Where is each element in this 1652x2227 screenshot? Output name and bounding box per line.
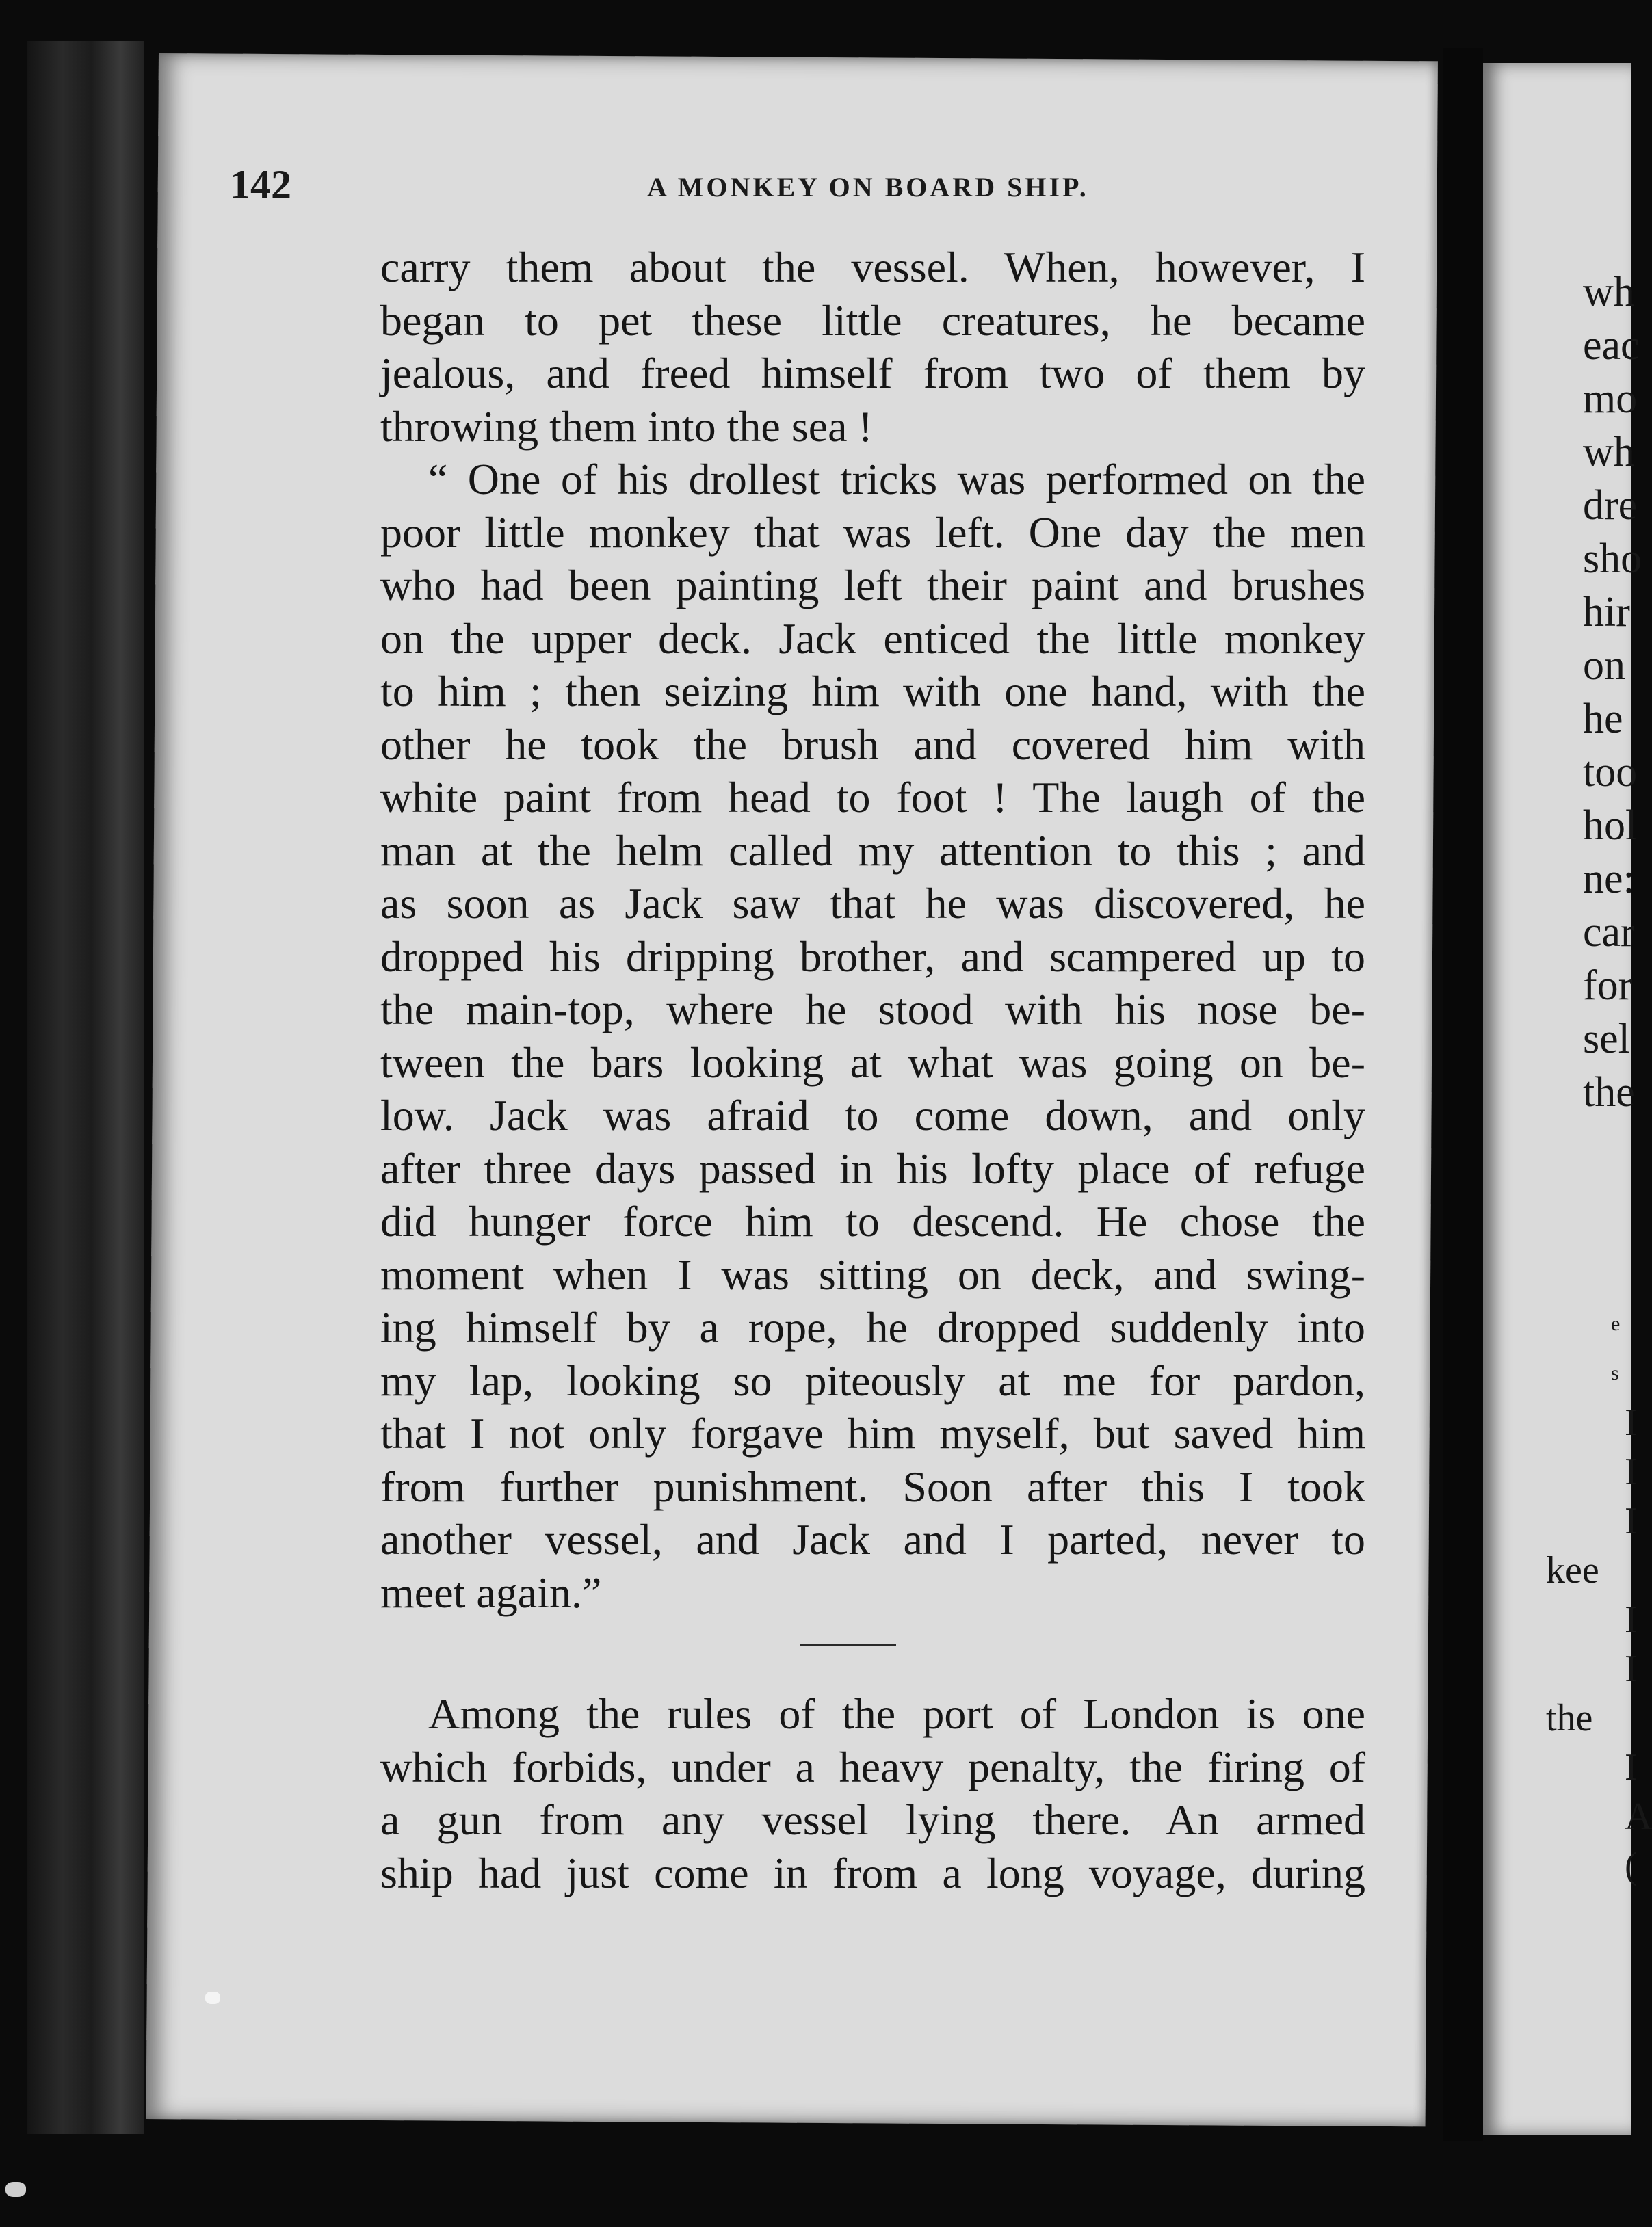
text-line: dropped his dripping brother, and scampered up to [380,932,1365,981]
facing-fragment: I [1625,1746,1638,1789]
text-line: after three days passed in his lofty place of refuge [380,1144,1365,1193]
text-line: to him ; then seizing him with one hand, with the [380,667,1365,715]
section-divider [800,1644,896,1646]
text-line: another vessel, and Jack and I parted, never to [380,1515,1365,1564]
text-line: who had been painting left their paint and brushes [380,561,1365,609]
facing-fragment: mo [1583,375,1638,422]
facing-fragment: the [1546,1697,1593,1739]
facing-fragment: car [1583,909,1635,956]
page-number: 142 [230,162,291,207]
facing-fragment: ne: [1583,856,1635,902]
text-line: man at the helm called my attention to this ; and [380,826,1365,875]
paper-speck [5,2182,26,2197]
facing-fragment: for [1583,962,1633,1009]
facing-page-text-top [1583,265,1642,1119]
facing-fragment: sel [1583,1016,1630,1062]
text-line: low. Jack was afraid to come down, and only [380,1091,1365,1139]
text-line: white paint from head to foot ! The laugh of the [380,773,1365,821]
text-line: my lap, looking so piteously at me for pardon, [380,1356,1365,1405]
text-line: tween the bars looking at what was going on be- [380,1038,1365,1087]
text-line: from further punishment. Soon after this I took [380,1462,1365,1511]
running-title: A MONKEY ON BOARD SHIP. [647,172,1089,202]
text-line: jealous, and freed himself from two of them by [380,349,1365,397]
book-spine-edge [27,41,144,2134]
paper-speck [205,1992,220,2004]
facing-fragment: eac [1583,322,1640,369]
text-line: as soon as Jack saw that he was discovered, he [380,879,1365,927]
facing-fragment: I [1625,1500,1638,1542]
facing-fragment: e [1611,1313,1621,1335]
text-line: the main-top, where he stood with his nose be- [380,985,1365,1033]
running-head [230,161,1365,216]
facing-fragment: A [1625,1795,1652,1838]
text-line: ing himself by a rope, he dropped suddenly into [380,1303,1365,1352]
facing-fragment: I [1625,1648,1638,1690]
text-line: other he took the brush and covered him with [380,720,1365,769]
text-line: did hunger force him to descend. He chose the [380,1197,1365,1246]
text-line: ship had just come in from a long voyage, during [380,1848,1365,1897]
facing-fragment: I [1625,1401,1638,1444]
text-line: began to pet these little creatures, he became [380,295,1365,345]
facing-fragment: too [1583,749,1638,795]
text-line: that I not only forgave him myself, but saved him [380,1409,1365,1458]
facing-fragment: kee [1546,1549,1599,1592]
facing-fragment: wh [1583,429,1635,475]
text-line: “ One of his drollest tricks was performed on the [428,455,1365,503]
text-line: a gun from any vessel lying there. An armed [380,1795,1365,1844]
facing-fragment: wh [1583,269,1635,315]
facing-page-text-bottom [1546,1300,1652,1890]
text-line: carry them about the vessel. When, however, I [380,243,1365,291]
facing-fragment: the [1583,1069,1635,1116]
facing-fragment: s [1611,1362,1619,1384]
text-line: on the upper deck. Jack enticed the little monkey [380,614,1365,663]
body-text [380,241,1365,1899]
book-gutter [1443,48,1483,2141]
facing-fragment: hol [1583,802,1638,849]
facing-fragment: I [1625,1598,1638,1641]
facing-fragment: I [1625,1451,1638,1493]
text-line: poor little monkey that was left. One day the men [380,508,1365,557]
facing-fragment: ( [1625,1845,1638,1887]
text-line: meet again.” [380,1568,602,1617]
text-line: throwing them into the sea ! [380,401,873,451]
text-line: moment when I was sitting on deck, and swing- [380,1250,1365,1299]
facing-fragment: on [1583,642,1625,689]
facing-fragment: dre [1583,482,1638,529]
text-line: Among the rules of the port of London is one [428,1689,1365,1738]
facing-fragment: hir [1583,589,1630,635]
facing-fragment: he [1583,696,1623,742]
facing-fragment: sho [1583,536,1642,582]
text-line: which forbids, under a heavy penalty, the firing of [380,1742,1365,1791]
